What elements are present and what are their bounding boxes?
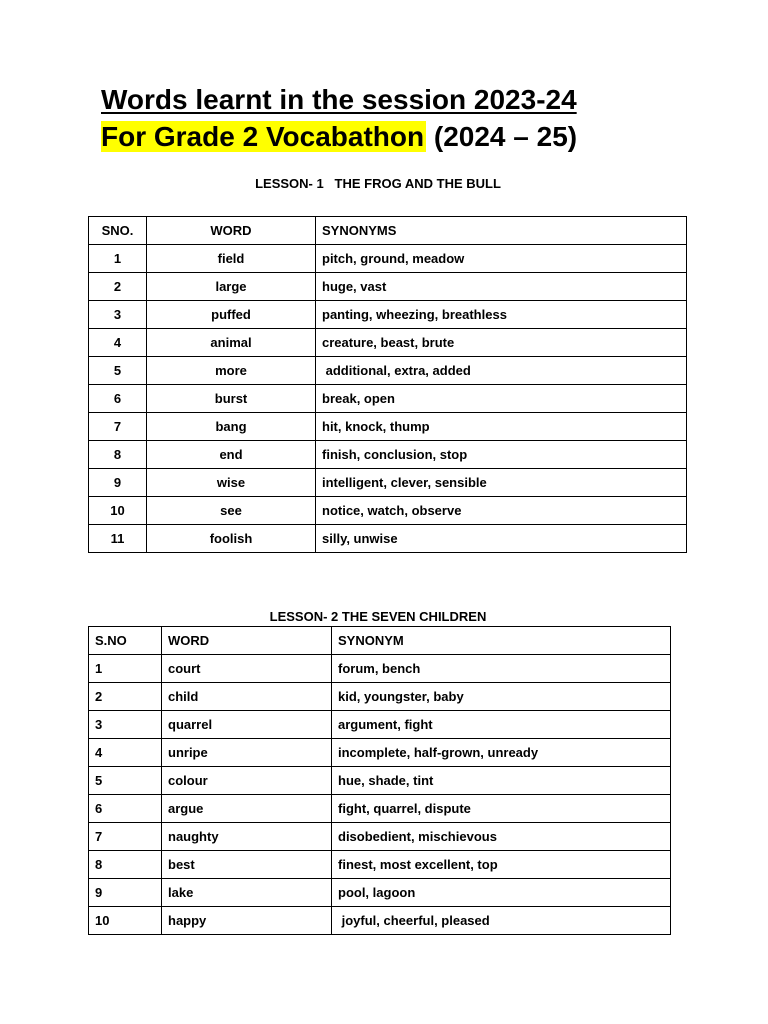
cell-synonyms: fight, quarrel, dispute xyxy=(332,795,671,823)
cell-word: happy xyxy=(162,907,332,935)
cell-sno: 7 xyxy=(89,823,162,851)
cell-word: wise xyxy=(147,469,316,497)
cell-sno: 5 xyxy=(89,767,162,795)
cell-synonyms: hit, knock, thump xyxy=(316,413,687,441)
cell-word: more xyxy=(147,357,316,385)
cell-synonyms: joyful, cheerful, pleased xyxy=(332,907,671,935)
table-row xyxy=(89,683,671,711)
cell-word: see xyxy=(147,497,316,525)
cell-synonyms: pool, lagoon xyxy=(332,879,671,907)
lesson1-title: LESSON- 1 THE FROG AND THE BULL xyxy=(255,176,501,191)
highlighted-subtitle: For Grade 2 Vocabathon xyxy=(101,121,425,152)
table-row xyxy=(89,711,671,739)
cell-synonyms: hue, shade, tint xyxy=(332,767,671,795)
table-row xyxy=(89,385,687,413)
cell-sno: 10 xyxy=(89,907,162,935)
cell-sno: 6 xyxy=(89,795,162,823)
column-header-synonyms: SYNONYMS xyxy=(316,217,687,245)
cell-sno: 7 xyxy=(89,413,147,441)
cell-word: best xyxy=(162,851,332,879)
cell-word: naughty xyxy=(162,823,332,851)
cell-sno: 1 xyxy=(89,245,147,273)
lesson2-title: LESSON- 2 THE SEVEN CHILDREN xyxy=(269,609,487,624)
cell-synonyms: incomplete, half-grown, unready xyxy=(332,739,671,767)
table-row xyxy=(89,851,671,879)
table-row xyxy=(89,273,687,301)
cell-sno: 6 xyxy=(89,385,147,413)
cell-synonyms: intelligent, clever, sensible xyxy=(316,469,687,497)
lesson1-table-body xyxy=(89,245,687,553)
document-title: Words learnt in the session 2023-24 xyxy=(101,84,577,115)
cell-synonyms: notice, watch, observe xyxy=(316,497,687,525)
table-row xyxy=(89,907,671,935)
cell-sno: 2 xyxy=(89,683,162,711)
cell-synonyms: break, open xyxy=(316,385,687,413)
cell-word: court xyxy=(162,655,332,683)
column-header-sno: S.NO xyxy=(89,627,162,655)
cell-sno: 5 xyxy=(89,357,147,385)
table-row xyxy=(89,497,687,525)
cell-synonyms: argument, fight xyxy=(332,711,671,739)
cell-word: unripe xyxy=(162,739,332,767)
cell-word: child xyxy=(162,683,332,711)
cell-synonyms: panting, wheezing, breathless xyxy=(316,301,687,329)
table-row xyxy=(89,469,687,497)
cell-synonyms: silly, unwise xyxy=(316,525,687,553)
table-row xyxy=(89,823,671,851)
cell-word: large xyxy=(147,273,316,301)
column-header-word: WORD xyxy=(147,217,316,245)
cell-sno: 3 xyxy=(89,301,147,329)
cell-sno: 9 xyxy=(89,879,162,907)
cell-word: quarrel xyxy=(162,711,332,739)
document-subtitle xyxy=(101,121,577,153)
cell-sno: 3 xyxy=(89,711,162,739)
lesson2-vocabulary-table xyxy=(88,626,671,935)
cell-synonyms: creature, beast, brute xyxy=(316,329,687,357)
table-row xyxy=(89,655,671,683)
table-row xyxy=(89,739,671,767)
cell-sno: 4 xyxy=(89,739,162,767)
cell-synonyms: finest, most excellent, top xyxy=(332,851,671,879)
table-row xyxy=(89,441,687,469)
table-row xyxy=(89,795,671,823)
cell-synonyms: huge, vast xyxy=(316,273,687,301)
subtitle-year-range: (2024 – 25) xyxy=(426,121,578,152)
table-row xyxy=(89,879,671,907)
cell-synonyms: kid, youngster, baby xyxy=(332,683,671,711)
cell-word: argue xyxy=(162,795,332,823)
cell-word: foolish xyxy=(147,525,316,553)
cell-word: field xyxy=(147,245,316,273)
table-header-row xyxy=(89,217,687,245)
cell-word: colour xyxy=(162,767,332,795)
table-row xyxy=(89,301,687,329)
cell-word: burst xyxy=(147,385,316,413)
cell-sno: 4 xyxy=(89,329,147,357)
column-header-word: WORD xyxy=(162,627,332,655)
cell-synonyms: additional, extra, added xyxy=(316,357,687,385)
cell-synonyms: disobedient, mischievous xyxy=(332,823,671,851)
table-row xyxy=(89,329,687,357)
cell-word: bang xyxy=(147,413,316,441)
column-header-synonym: SYNONYM xyxy=(332,627,671,655)
cell-sno: 9 xyxy=(89,469,147,497)
table-row xyxy=(89,767,671,795)
table-row xyxy=(89,357,687,385)
cell-word: end xyxy=(147,441,316,469)
cell-sno: 8 xyxy=(89,851,162,879)
lesson1-vocabulary-table xyxy=(88,216,687,553)
cell-synonyms: pitch, ground, meadow xyxy=(316,245,687,273)
cell-word: animal xyxy=(147,329,316,357)
cell-sno: 1 xyxy=(89,655,162,683)
cell-word: puffed xyxy=(147,301,316,329)
table-header-row xyxy=(89,627,671,655)
cell-sno: 2 xyxy=(89,273,147,301)
cell-sno: 8 xyxy=(89,441,147,469)
table-row xyxy=(89,245,687,273)
table-row xyxy=(89,525,687,553)
cell-sno: 11 xyxy=(89,525,147,553)
cell-word: lake xyxy=(162,879,332,907)
cell-synonyms: finish, conclusion, stop xyxy=(316,441,687,469)
lesson2-table-body xyxy=(89,655,671,935)
table-row xyxy=(89,413,687,441)
cell-synonyms: forum, bench xyxy=(332,655,671,683)
column-header-sno: SNO. xyxy=(89,217,147,245)
cell-sno: 10 xyxy=(89,497,147,525)
